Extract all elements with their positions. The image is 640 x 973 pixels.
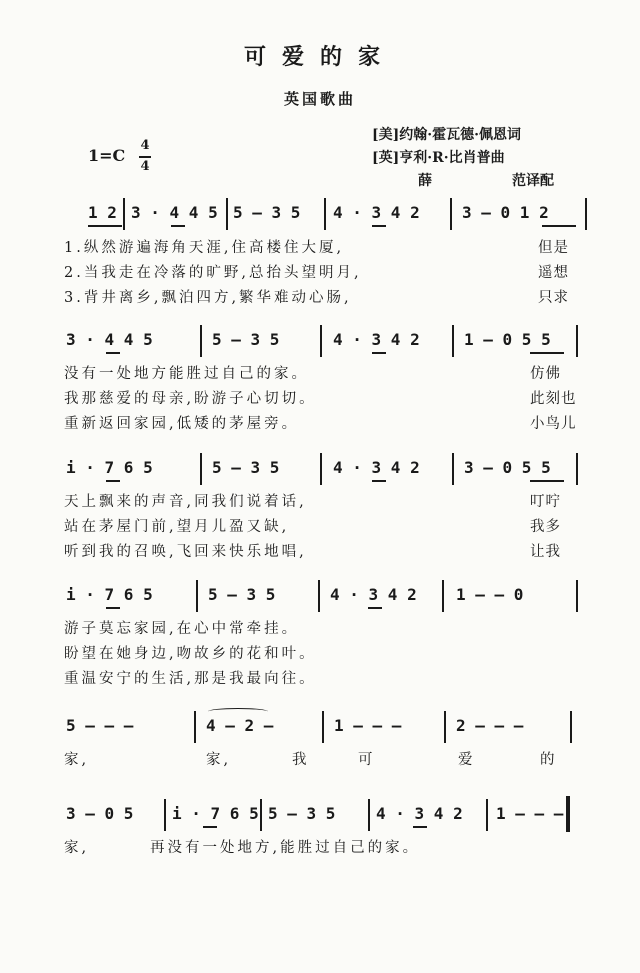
underline (530, 352, 564, 354)
measure: 3 · 4 4 5 (131, 203, 218, 222)
measure: 4 · 3 4 2 (330, 585, 417, 604)
lyric-word: 爱 (458, 752, 476, 768)
underline (88, 225, 122, 227)
barline (452, 325, 454, 357)
barline (123, 198, 125, 230)
measure: 4 · 3 4 2 (333, 458, 420, 477)
measure: 4 · 3 4 2 (333, 330, 420, 349)
lyric-line: 天上飘来的声音,同我们说着话, (64, 494, 307, 510)
lyric-word: 家, (64, 840, 90, 856)
lyric-line: 盼望在她身边,吻故乡的花和叶。 (64, 646, 317, 662)
barline (452, 453, 454, 485)
barline (200, 325, 202, 357)
meter-top: 4 (140, 138, 150, 153)
measure: 5 — 3 5 (233, 203, 301, 222)
underline (530, 480, 564, 482)
barline (444, 711, 446, 743)
measure: 1 — — — (496, 804, 564, 823)
measure: 2 — — — (456, 716, 524, 735)
measure: i · 7 6 5 (172, 804, 259, 823)
measure: 5 — — — (66, 716, 134, 735)
lyric-line: 再没有一处地方,能胜过自己的家。 (150, 840, 421, 856)
measure: 1 — 0 5 5 (464, 330, 551, 349)
barline (322, 711, 324, 743)
measure: 4 · 3 4 2 (333, 203, 420, 222)
barline (576, 453, 578, 485)
tie (208, 708, 268, 715)
underline (171, 225, 185, 227)
barline (570, 711, 572, 743)
measure: i · 7 6 5 (66, 585, 153, 604)
underline (106, 607, 120, 609)
barline (442, 580, 444, 612)
lyric-word: 家, (206, 752, 232, 768)
measure: 1 — — — (334, 716, 402, 735)
measure: 4 · 3 4 2 (376, 804, 463, 823)
measure: 5 — 3 5 (212, 330, 280, 349)
underline (372, 352, 386, 354)
page-subtitle: 英国歌曲 (283, 90, 356, 108)
composer-credit: [英]亨利·R·比肖普曲 (372, 150, 505, 166)
measure: 3 — 0 1 2 (462, 203, 549, 222)
barline (368, 799, 370, 831)
barline (576, 580, 578, 612)
lyric-pickup: 遥想 (538, 265, 569, 281)
measure: 3 — 0 5 (66, 804, 134, 823)
lyric-pickup: 叮咛 (530, 494, 561, 510)
underline (368, 607, 382, 609)
lyric-word: 可 (358, 752, 376, 768)
lyric-pickup: 此刻也 (530, 391, 577, 407)
barline (196, 580, 198, 612)
lyric-line: 游子莫忘家园,在心中常牵挂。 (64, 621, 300, 637)
underline (413, 826, 427, 828)
barline (486, 799, 488, 831)
lyric-line: 1.纵然游遍海角天涯,住高楼住大厦, (64, 240, 345, 256)
lyric-pickup: 让我 (530, 544, 561, 560)
underline (372, 225, 386, 227)
barline (200, 453, 202, 485)
lyric-line: 我那慈爱的母亲,盼游子心切切。 (64, 391, 317, 407)
measure: 4 — 2 — (206, 716, 274, 735)
lyric-line: 听到我的召唤,飞回来快乐地唱, (64, 544, 307, 560)
measure: 3 · 4 4 5 (66, 330, 153, 349)
measure: 1 — — 0 (456, 585, 524, 604)
barline (260, 799, 262, 831)
final-barline (566, 796, 570, 832)
barline (320, 453, 322, 485)
lyric-line: 3.背井离乡,飘泊四方,繁华难动心肠, (64, 290, 352, 306)
lyric-line: 2.当我走在冷落的旷野,总抬头望明月, (64, 265, 362, 281)
measure: 5 — 3 5 (268, 804, 336, 823)
page-title: 可爱的家 (243, 44, 396, 70)
barline (164, 799, 166, 831)
lyric-pickup: 仿佛 (530, 366, 561, 382)
lyric-line: 站在茅屋门前,望月儿盈又缺, (64, 519, 290, 535)
measure: 5 — 3 5 (208, 585, 276, 604)
lyric-word: 的 (540, 752, 558, 768)
lyric-pickup: 但是 (538, 240, 569, 256)
lyric-line: 没有一处地方能胜过自己的家。 (64, 366, 309, 382)
translator-credit: 范译配 (512, 173, 554, 189)
barline (324, 198, 326, 230)
measure: 3 — 0 5 5 (464, 458, 551, 477)
lyric-line: 重温安宁的生活,那是我最向往。 (64, 671, 317, 687)
measure: 5 — 3 5 (212, 458, 280, 477)
measure: 1 2 (88, 203, 117, 222)
barline (318, 580, 320, 612)
meter-divider (139, 156, 151, 158)
barline (226, 198, 228, 230)
meter-bottom: 4 (140, 159, 150, 174)
barline (585, 198, 587, 230)
barline (320, 325, 322, 357)
lyric-pickup: 只求 (538, 290, 569, 306)
lyric-word: 家, (64, 752, 90, 768)
barline (450, 198, 452, 230)
lyric-pickup: 小鸟儿 (530, 416, 577, 432)
lyric-word: 我 (292, 752, 310, 768)
barline (194, 711, 196, 743)
measure: i · 7 6 5 (66, 458, 153, 477)
lyric-line: 重新返回家园,低矮的茅屋旁。 (64, 416, 300, 432)
underline (106, 480, 120, 482)
lyricist-credit: [美]约翰·霍瓦德·佩恩词 (372, 127, 521, 143)
barline (576, 325, 578, 357)
underline (372, 480, 386, 482)
lyric-pickup: 我多 (530, 519, 561, 535)
key-signature: 1=C (88, 146, 126, 165)
underline (542, 225, 576, 227)
underline (203, 826, 217, 828)
underline (106, 352, 120, 354)
translator-surname: 薛 (418, 173, 432, 189)
